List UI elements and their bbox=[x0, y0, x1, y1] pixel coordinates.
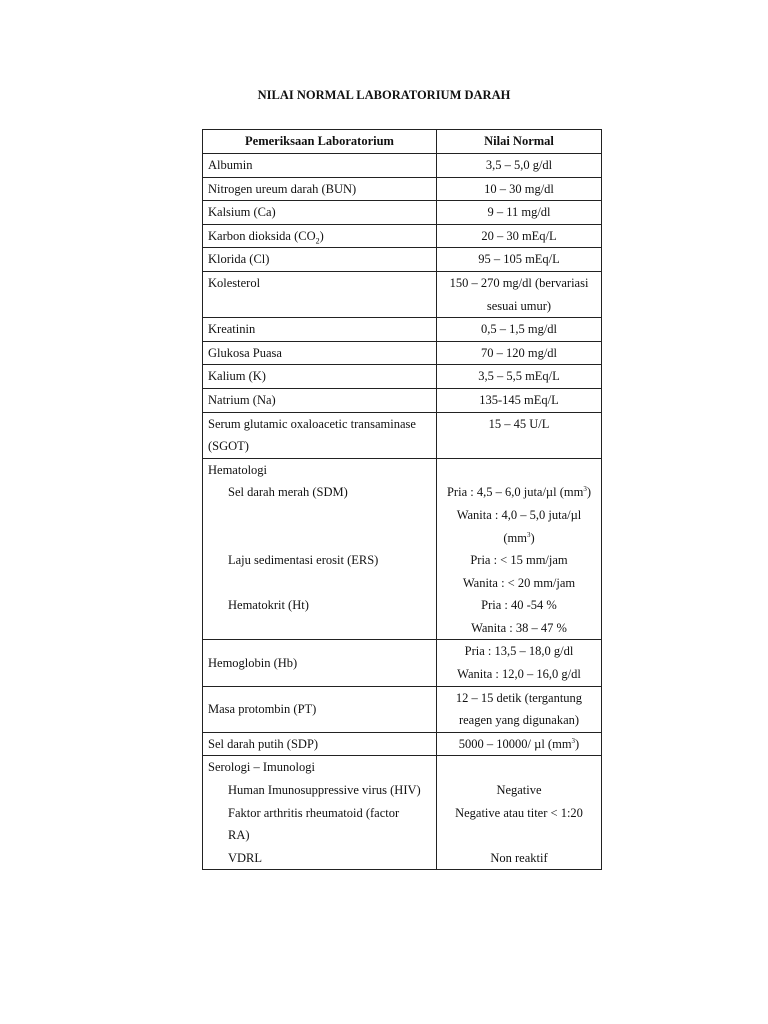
row-value bbox=[437, 686, 602, 732]
table-row-serologi bbox=[203, 756, 602, 870]
value-line: Wanita : 4,0 – 5,0 juta/µl bbox=[456, 507, 582, 522]
sub-item-name: Human Imunosuppressive virus (HIV) bbox=[228, 783, 421, 798]
row-value: 10 – 30 mg/dl bbox=[437, 177, 602, 201]
row-value bbox=[437, 640, 602, 686]
row-value: 135-145 mEq/L bbox=[437, 388, 602, 412]
row-name: Kolesterol bbox=[203, 271, 437, 317]
table-row bbox=[203, 686, 602, 732]
sub-item-name: Faktor arthritis rheumatoid (factor bbox=[228, 805, 400, 820]
row-name: Kalsium (Ca) bbox=[203, 201, 437, 225]
row-name bbox=[203, 756, 437, 870]
table-row bbox=[203, 412, 602, 458]
sdp-value-text: 5000 – 10000/ µl (mm bbox=[458, 736, 572, 751]
row-value: 15 – 45 U/L bbox=[437, 412, 602, 458]
row-name: Nitrogen ureum darah (BUN) bbox=[203, 177, 437, 201]
row-name: Natrium (Na) bbox=[203, 388, 437, 412]
row-value: 95 – 105 mEq/L bbox=[437, 248, 602, 272]
sub-item-name: VDRL bbox=[228, 850, 263, 865]
section-heading: Hematologi bbox=[208, 462, 268, 477]
lab-values-table bbox=[202, 129, 602, 870]
value-line: Negative bbox=[496, 783, 542, 798]
table-row bbox=[203, 388, 602, 412]
value-line: 12 – 15 detik (tergantung bbox=[455, 690, 583, 705]
table-row bbox=[203, 732, 602, 756]
value-line: Negative atau titer < 1:20 bbox=[455, 805, 583, 820]
table-row bbox=[203, 177, 602, 201]
row-name: Kreatinin bbox=[203, 318, 437, 342]
co2-name-close: ) bbox=[319, 228, 324, 243]
header-normal-value: Nilai Normal bbox=[437, 130, 602, 154]
value-line: Non reaktif bbox=[490, 850, 548, 865]
row-value: 9 – 11 mg/dl bbox=[437, 201, 602, 225]
row-name bbox=[203, 412, 437, 458]
sdm-pria-text: Pria : 4,5 – 6,0 juta/µl (mm bbox=[446, 485, 584, 500]
sdm-wanita-unit: (mm bbox=[503, 530, 527, 545]
row-value: 20 – 30 mEq/L bbox=[437, 224, 602, 248]
superscript: 3 bbox=[571, 736, 576, 745]
value-line: Wanita : 12,0 – 16,0 g/dl bbox=[457, 667, 581, 682]
header-examination: Pemeriksaan Laboratorium bbox=[203, 130, 437, 154]
row-value bbox=[437, 732, 602, 756]
value-line: sesuai umur) bbox=[486, 298, 552, 313]
value-line: Pria : < 15 mm/jam bbox=[470, 553, 568, 568]
table-row bbox=[203, 201, 602, 225]
table-row bbox=[203, 154, 602, 178]
value-line bbox=[442, 527, 596, 550]
table-row bbox=[203, 248, 602, 272]
table-header-row bbox=[203, 130, 602, 154]
row-value: 3,5 – 5,0 g/dl bbox=[437, 154, 602, 178]
row-value bbox=[437, 271, 602, 317]
sub-item-name: Sel darah merah (SDM) bbox=[228, 485, 348, 500]
row-name bbox=[203, 458, 437, 640]
co2-subscript: 2 bbox=[315, 236, 320, 246]
row-name: Hemoglobin (Hb) bbox=[203, 640, 437, 686]
sub-item-name: RA) bbox=[228, 828, 250, 843]
row-name: Albumin bbox=[203, 154, 437, 178]
value-line: Wanita : 38 – 47 % bbox=[471, 620, 567, 635]
value-line: Wanita : < 20 mm/jam bbox=[462, 575, 576, 590]
sdm-pria-close: ) bbox=[586, 485, 592, 500]
sub-item-name: Laju sedimentasi erosit (ERS) bbox=[228, 553, 379, 568]
row-value: 70 – 120 mg/dl bbox=[437, 341, 602, 365]
superscript: 3 bbox=[583, 485, 587, 494]
table-row bbox=[203, 365, 602, 389]
name-line: Serum glutamic oxaloacetic transaminase bbox=[208, 416, 416, 431]
value-line: reagen yang digunakan) bbox=[458, 713, 580, 728]
section-heading: Serologi – Imunologi bbox=[208, 760, 315, 775]
row-value: 0,5 – 1,5 mg/dl bbox=[437, 318, 602, 342]
co2-name-text: Karbon dioksida (CO bbox=[208, 228, 316, 243]
page-title: NILAI NORMAL LABORATORIUM DARAH bbox=[257, 88, 511, 102]
row-name bbox=[203, 224, 437, 248]
sub-item-name: Hematokrit (Ht) bbox=[228, 598, 309, 613]
sdm-wanita-close: ) bbox=[530, 530, 535, 545]
table-row bbox=[203, 640, 602, 686]
superscript: 3 bbox=[526, 530, 531, 539]
name-line: (SGOT) bbox=[208, 439, 249, 454]
row-name: Kalium (K) bbox=[203, 365, 437, 389]
table-row bbox=[203, 224, 602, 248]
row-name: Sel darah putih (SDP) bbox=[203, 732, 437, 756]
row-value bbox=[437, 458, 602, 640]
table-row bbox=[203, 271, 602, 317]
value-line: Pria : 13,5 – 18,0 g/dl bbox=[464, 644, 574, 659]
row-name: Klorida (Cl) bbox=[203, 248, 437, 272]
row-value bbox=[437, 756, 602, 870]
row-name: Glukosa Puasa bbox=[203, 341, 437, 365]
value-line bbox=[442, 481, 596, 504]
row-name: Masa protombin (PT) bbox=[203, 686, 437, 732]
value-line: Pria : 40 -54 % bbox=[481, 598, 557, 613]
table-row bbox=[203, 341, 602, 365]
sdp-value-close: ) bbox=[575, 736, 580, 751]
table-row bbox=[203, 318, 602, 342]
row-value: 3,5 – 5,5 mEq/L bbox=[437, 365, 602, 389]
table-row-hematologi bbox=[203, 458, 602, 640]
value-line: 150 – 270 mg/dl (bervariasi bbox=[449, 275, 589, 290]
